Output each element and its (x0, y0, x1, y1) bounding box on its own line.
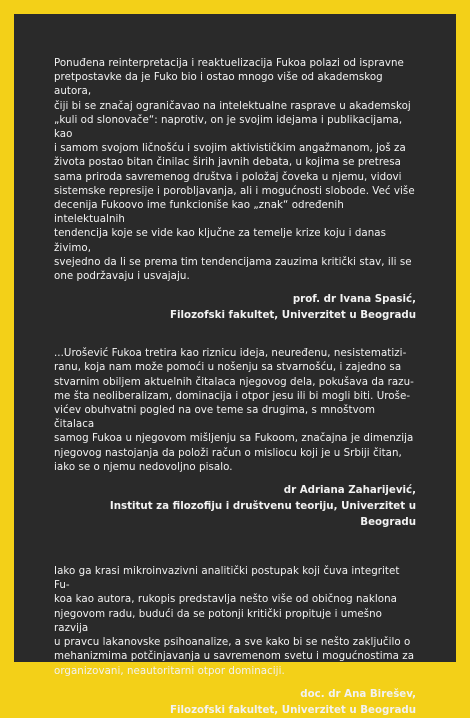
author-affiliation: Institut za filozofiju i društvenu teoriju, Univerzitet u Beogradu (109, 500, 416, 529)
author-affiliation: Filozofski fakultet, Univerzitet u Beogradu (170, 309, 416, 322)
blurb-text: Iako ga krasi mikroinvazivni analitički postupak koji čuva integritet Fu- koa kao autora, rukopis predstavlja nešto više od običnog naklona njegovom radu, budući da se potonji kritički propituje i umešno razvija u pravcu lakanovske psihoanalize, a sve kako bi se nešto zaključilo o mehanizmima potčinjavanja u savremenom svetu i mogućnostima za organizovani, neautoritarni otpor dominaciji. (54, 565, 415, 677)
blurb-attribution (54, 482, 416, 530)
author-name: doc. dr Ana Birešev, (300, 687, 416, 700)
author-affiliation: Filozofski fakultet, Univerzitet u Beogradu (170, 703, 416, 716)
blurb-attribution (54, 686, 416, 718)
author-name: prof. dr Ivana Spasić, (292, 293, 416, 306)
blurb-attribution (54, 291, 416, 323)
author-name: dr Adriana Zaharijević, (283, 484, 416, 497)
blurb-text: Ponuđena reinterpretacija i reaktuelizacija Fukoa polazi od ispravne pretpostavke da je Fuko bio i ostao mnogo više od akademskog autora, čiji bi se značaj ograničavao na intelektualne rasprave u akademskoj „kuli od slonovače“: naprotiv, on je svojim idejama i publikacijama, kao i samom svojom ličnošću i svojim aktivističkim angažmanom, još za života postao bitan činilac širih javnih debata, u kojima se pretresa sama priroda savremenog društva i položaj čoveka u njemu, vidovi sistemske represije i porobljavanja, ali i mogućnosti slobode. Već više decenija Fukoovo ime funkcioniše kao „znak“ određenih intelektualnih tendencija koje se vide kao ključne za temelje krize koju i danas živimo, svejedno da li se prema tim tendencijama zauzima kritički stav, ili se one podržavaju i usvajaju. (54, 57, 415, 283)
blurb-text: ...Urošević Fukoa tretira kao riznicu ideja, neuređenu, nesistematizi- ranu, koja nam može pomoći u nošenju sa stvarnošću, i zajedno sa stvarnim obiljem aktuelnih čitalaca njegovog dela, pokušava da razu- me šta neoliberalizam, dominacija i otpor jesu ili bi mogli biti. Uroše- vićev obuhvatni pogled na ove teme sa drugima, s mnoštvom čitalaca samog Fukoa u njegovom mišljenju sa Fukoom, značajna je dimenzija njegovog nastojanja da položi račun o misliocu koji je u Srbiji čitan, iako se o njemu nedovoljno pisalo. (54, 347, 414, 473)
back-cover-panel (14, 14, 456, 716)
